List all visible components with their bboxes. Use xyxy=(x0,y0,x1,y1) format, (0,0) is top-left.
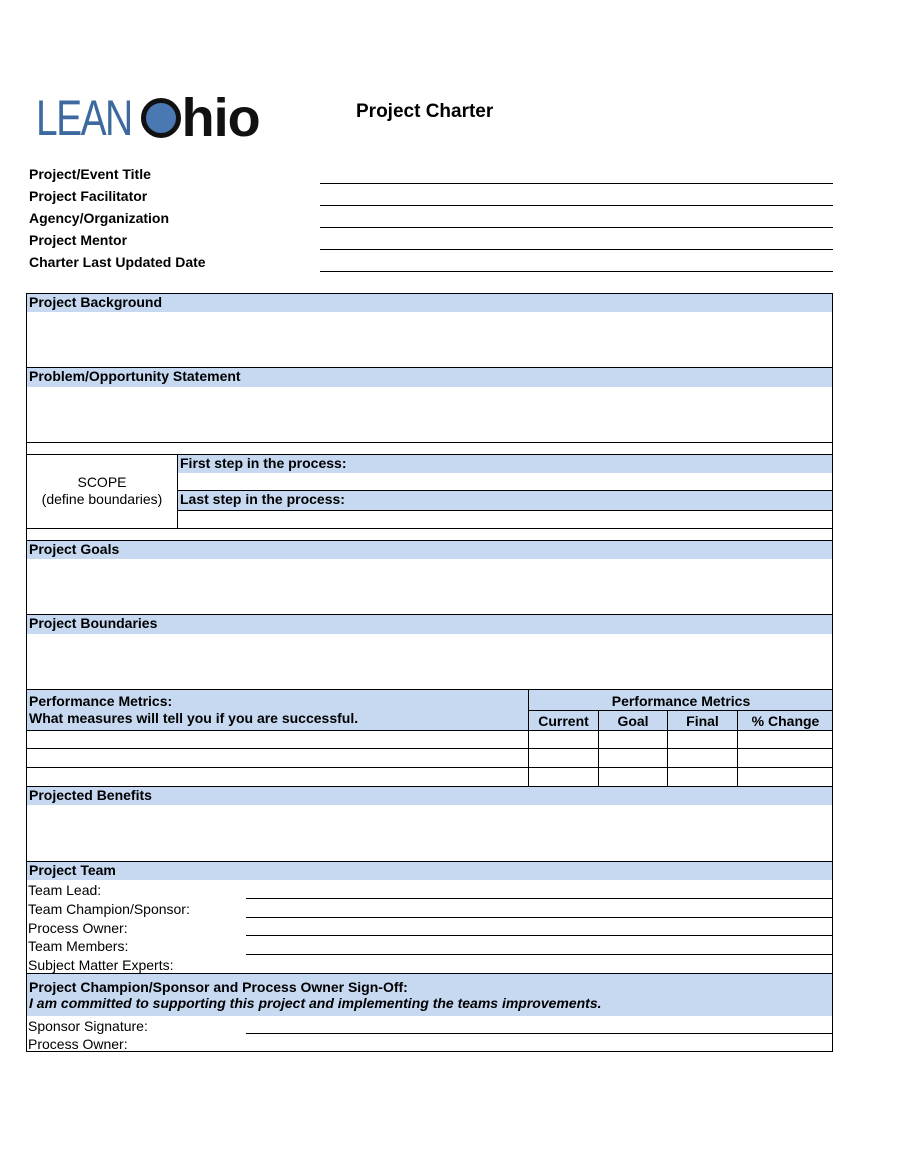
metrics-col-final: Final xyxy=(686,713,719,729)
problem-input-area[interactable] xyxy=(27,387,832,442)
team-role-lead: Team Lead: xyxy=(28,882,102,898)
background-input-area[interactable] xyxy=(27,312,832,367)
metrics-row[interactable] xyxy=(27,768,832,786)
metrics-col-current: Current xyxy=(538,713,589,729)
scope-first-step-header xyxy=(178,455,832,473)
team-role-champion: Team Champion/Sponsor: xyxy=(28,901,190,917)
logo-o-circle-icon xyxy=(141,98,181,138)
benefits-input-area[interactable] xyxy=(27,805,832,861)
section-header-background xyxy=(27,294,832,312)
page-title: Project Charter xyxy=(356,101,494,122)
meta-label-agency: Agency/Organization xyxy=(29,210,170,226)
section-title-background: Project Background xyxy=(29,294,163,310)
meta-field-title[interactable] xyxy=(320,183,833,184)
metrics-col-change: % Change xyxy=(751,713,820,729)
scope-label: SCOPE xyxy=(77,474,127,490)
scope-first-step-input[interactable] xyxy=(178,473,832,490)
meta-label-mentor: Project Mentor xyxy=(29,232,128,248)
metrics-group-header: Performance Metrics xyxy=(611,693,751,709)
scope-sublabel: (define boundaries) xyxy=(41,491,163,507)
section-header-team xyxy=(27,862,832,880)
sponsor-signature-field[interactable] xyxy=(246,1033,833,1034)
metrics-col-goal: Goal xyxy=(617,713,649,729)
logo-hio-text: hio xyxy=(181,88,260,148)
scope-last-step-header xyxy=(178,491,832,510)
divider xyxy=(27,528,833,529)
signoff-title: Project Champion/Sponsor and Process Owner Sign-Off: xyxy=(29,979,408,995)
boundaries-input-area[interactable] xyxy=(27,634,832,689)
metrics-subtitle: What measures will tell you if you are successful. xyxy=(29,710,359,726)
scope-label-block xyxy=(27,474,177,508)
metrics-row[interactable] xyxy=(27,749,832,767)
team-process-owner-field[interactable] xyxy=(246,935,833,936)
section-title-problem: Problem/Opportunity Statement xyxy=(29,368,241,384)
section-header-boundaries xyxy=(27,615,832,634)
meta-label-title: Project/Event Title xyxy=(29,166,151,182)
meta-field-mentor[interactable] xyxy=(320,249,833,250)
meta-label-facilitator: Project Facilitator xyxy=(29,188,148,204)
section-header-problem xyxy=(27,368,832,387)
metrics-title: Performance Metrics: xyxy=(29,693,173,709)
signoff-statement: I am committed to supporting this project and implementing the teams improvements. xyxy=(29,995,602,1011)
scope-last-step-label: Last step in the process: xyxy=(180,491,345,507)
section-title-benefits: Projected Benefits xyxy=(29,787,152,803)
goals-input-area[interactable] xyxy=(27,559,832,614)
team-role-process-owner: Process Owner: xyxy=(28,920,128,936)
section-header-goals xyxy=(27,541,832,559)
section-header-benefits xyxy=(27,787,832,805)
divider xyxy=(529,710,833,711)
scope-last-step-input[interactable] xyxy=(178,511,832,528)
divider xyxy=(27,442,833,443)
section-header-signoff xyxy=(27,974,832,1016)
meta-field-updated-date[interactable] xyxy=(320,271,833,272)
section-title-boundaries: Project Boundaries xyxy=(29,615,158,631)
team-champion-field[interactable] xyxy=(246,917,833,918)
signoff-sponsor-label: Sponsor Signature: xyxy=(28,1018,148,1034)
signoff-process-owner-label: Process Owner: xyxy=(28,1036,128,1052)
team-lead-field[interactable] xyxy=(246,898,833,899)
scope-first-step-label: First step in the process: xyxy=(180,455,347,471)
meta-field-facilitator[interactable] xyxy=(320,205,833,206)
meta-field-agency[interactable] xyxy=(320,227,833,228)
team-role-members: Team Members: xyxy=(28,938,129,954)
team-members-field[interactable] xyxy=(246,954,833,955)
section-title-team: Project Team xyxy=(29,862,116,878)
metrics-row[interactable] xyxy=(27,731,832,748)
logo-lean-text: LEAN xyxy=(36,90,132,146)
meta-label-updated-date: Charter Last Updated Date xyxy=(29,254,206,270)
lean-ohio-logo xyxy=(36,88,260,148)
team-role-sme: Subject Matter Experts: xyxy=(28,957,174,973)
section-title-goals: Project Goals xyxy=(29,541,120,557)
